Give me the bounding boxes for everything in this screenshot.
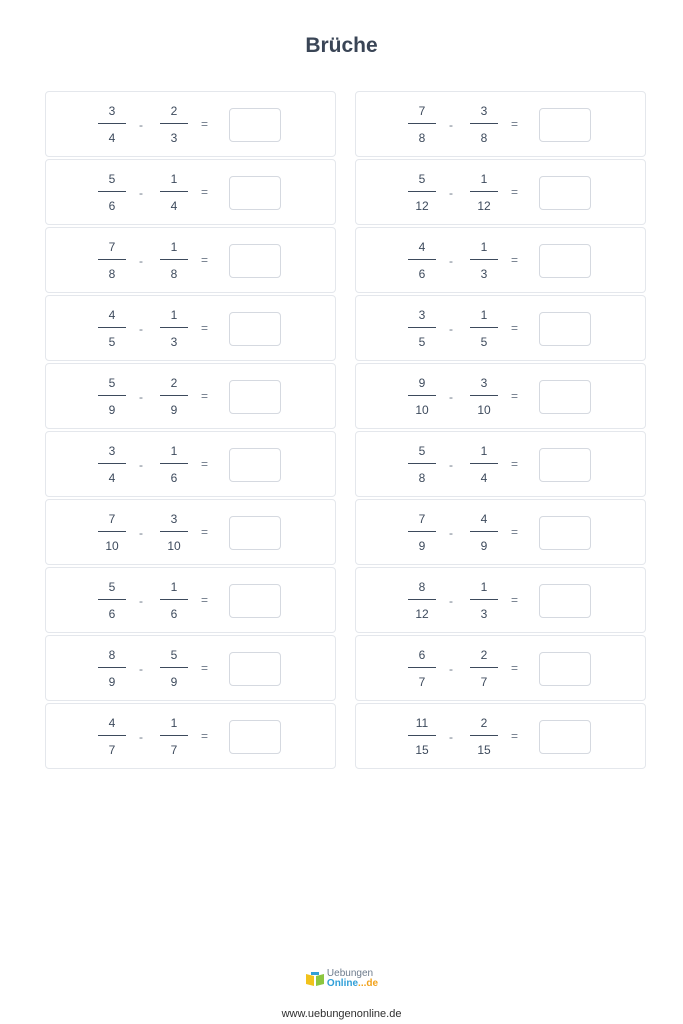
fraction-bar bbox=[160, 531, 188, 532]
fraction-subtrahend bbox=[160, 578, 188, 623]
fraction-expression bbox=[46, 568, 335, 634]
fraction-bar bbox=[160, 395, 188, 396]
exercise-card bbox=[355, 227, 646, 293]
answer-box[interactable] bbox=[229, 516, 281, 550]
fraction-minuend bbox=[408, 306, 436, 351]
fraction-bar bbox=[98, 599, 126, 600]
denominator: 9 bbox=[418, 539, 426, 553]
logo bbox=[0, 966, 683, 992]
numerator: 3 bbox=[480, 104, 488, 118]
logo-text bbox=[327, 969, 378, 989]
footer-url: www.uebungenonline.de bbox=[281, 1008, 402, 1020]
fraction-bar bbox=[160, 463, 188, 464]
fraction-bar bbox=[160, 667, 188, 668]
numerator: 3 bbox=[480, 376, 488, 390]
denominator: 9 bbox=[108, 675, 116, 689]
fraction-bar bbox=[160, 259, 188, 260]
denominator: 5 bbox=[418, 335, 426, 349]
equals-sign: = bbox=[511, 729, 519, 743]
fraction-bar bbox=[160, 123, 188, 124]
fraction-bar bbox=[408, 735, 436, 736]
minus-sign: - bbox=[449, 186, 453, 200]
fraction-bar bbox=[98, 327, 126, 328]
numerator: 7 bbox=[418, 512, 426, 526]
denominator: 10 bbox=[477, 403, 491, 417]
denominator: 4 bbox=[108, 471, 116, 485]
denominator: 12 bbox=[477, 199, 491, 213]
denominator: 6 bbox=[170, 607, 178, 621]
numerator: 8 bbox=[418, 580, 426, 594]
fraction-expression bbox=[46, 296, 335, 362]
fraction-minuend bbox=[98, 170, 126, 215]
denominator: 5 bbox=[480, 335, 488, 349]
fraction-bar bbox=[408, 531, 436, 532]
equals-sign: = bbox=[511, 593, 519, 607]
numerator: 3 bbox=[108, 104, 116, 118]
denominator: 7 bbox=[418, 675, 426, 689]
fraction-subtrahend bbox=[160, 170, 188, 215]
answer-box[interactable] bbox=[229, 584, 281, 618]
fraction-bar bbox=[408, 123, 436, 124]
equals-sign: = bbox=[511, 661, 519, 675]
fraction-subtrahend bbox=[160, 374, 188, 419]
exercise-card bbox=[355, 431, 646, 497]
fraction-expression bbox=[46, 636, 335, 702]
fraction-expression bbox=[356, 636, 645, 702]
fraction-subtrahend bbox=[160, 646, 188, 691]
denominator: 15 bbox=[477, 743, 491, 757]
equals-sign: = bbox=[511, 525, 519, 539]
denominator: 5 bbox=[108, 335, 116, 349]
fraction-minuend bbox=[408, 238, 436, 283]
numerator: 5 bbox=[418, 172, 426, 186]
equals-sign: = bbox=[201, 661, 209, 675]
denominator: 3 bbox=[480, 267, 488, 281]
numerator: 8 bbox=[108, 648, 116, 662]
fraction-bar bbox=[98, 735, 126, 736]
numerator: 5 bbox=[108, 376, 116, 390]
minus-sign: - bbox=[449, 254, 453, 268]
fraction-bar bbox=[470, 395, 498, 396]
fraction-minuend bbox=[408, 510, 436, 555]
answer-box[interactable] bbox=[229, 244, 281, 278]
answer-box[interactable] bbox=[539, 720, 591, 754]
logo-line2 bbox=[327, 979, 378, 989]
fraction-expression bbox=[46, 500, 335, 566]
numerator: 1 bbox=[480, 240, 488, 254]
denominator: 8 bbox=[108, 267, 116, 281]
exercise-card bbox=[45, 159, 336, 225]
minus-sign: - bbox=[449, 390, 453, 404]
numerator: 1 bbox=[480, 172, 488, 186]
denominator: 7 bbox=[108, 743, 116, 757]
fraction-bar bbox=[98, 259, 126, 260]
fraction-expression bbox=[356, 500, 645, 566]
fraction-minuend bbox=[408, 714, 436, 759]
fraction-subtrahend bbox=[470, 578, 498, 623]
numerator: 3 bbox=[108, 444, 116, 458]
fraction-subtrahend bbox=[470, 170, 498, 215]
minus-sign: - bbox=[449, 526, 453, 540]
fraction-bar bbox=[408, 191, 436, 192]
denominator: 6 bbox=[108, 199, 116, 213]
denominator: 10 bbox=[105, 539, 119, 553]
answer-box[interactable] bbox=[539, 312, 591, 346]
numerator: 2 bbox=[480, 648, 488, 662]
numerator: 3 bbox=[170, 512, 178, 526]
denominator: 9 bbox=[170, 675, 178, 689]
fraction-expression bbox=[356, 704, 645, 770]
minus-sign: - bbox=[449, 594, 453, 608]
fraction-minuend bbox=[98, 578, 126, 623]
fraction-bar bbox=[98, 395, 126, 396]
fraction-bar bbox=[98, 667, 126, 668]
answer-box[interactable] bbox=[229, 176, 281, 210]
minus-sign: - bbox=[139, 458, 143, 472]
exercise-card bbox=[355, 703, 646, 769]
numerator: 1 bbox=[480, 444, 488, 458]
exercise-card bbox=[45, 91, 336, 157]
equals-sign: = bbox=[201, 253, 209, 267]
fraction-bar bbox=[408, 395, 436, 396]
equals-sign: = bbox=[511, 117, 519, 131]
denominator: 3 bbox=[170, 335, 178, 349]
denominator: 7 bbox=[170, 743, 178, 757]
numerator: 1 bbox=[170, 172, 178, 186]
answer-box[interactable] bbox=[229, 720, 281, 754]
answer-box[interactable] bbox=[229, 108, 281, 142]
fraction-bar bbox=[160, 735, 188, 736]
numerator: 1 bbox=[170, 716, 178, 730]
denominator: 4 bbox=[170, 199, 178, 213]
fraction-bar bbox=[408, 667, 436, 668]
exercise-card bbox=[355, 499, 646, 565]
fraction-bar bbox=[408, 259, 436, 260]
fraction-bar bbox=[470, 667, 498, 668]
denominator: 3 bbox=[170, 131, 178, 145]
denominator: 15 bbox=[415, 743, 429, 757]
numerator: 5 bbox=[108, 172, 116, 186]
fraction-expression bbox=[46, 160, 335, 226]
numerator: 1 bbox=[170, 580, 178, 594]
fraction-minuend bbox=[98, 306, 126, 351]
fraction-bar bbox=[470, 599, 498, 600]
denominator: 7 bbox=[480, 675, 488, 689]
fraction-subtrahend bbox=[160, 714, 188, 759]
page-title: Brüche bbox=[305, 34, 378, 57]
exercise-card bbox=[45, 363, 336, 429]
answer-box[interactable] bbox=[539, 516, 591, 550]
fraction-bar bbox=[98, 463, 126, 464]
logo-line1: Uebungen bbox=[326, 968, 374, 979]
answer-box[interactable] bbox=[229, 652, 281, 686]
denominator: 9 bbox=[170, 403, 178, 417]
minus-sign: - bbox=[139, 118, 143, 132]
minus-sign: - bbox=[139, 662, 143, 676]
answer-box[interactable] bbox=[539, 448, 591, 482]
fraction-bar bbox=[408, 327, 436, 328]
fraction-subtrahend bbox=[470, 306, 498, 351]
denominator: 8 bbox=[418, 471, 426, 485]
denominator: 10 bbox=[415, 403, 429, 417]
exercise-card bbox=[355, 567, 646, 633]
fraction-subtrahend bbox=[470, 646, 498, 691]
fraction-bar bbox=[470, 259, 498, 260]
numerator: 1 bbox=[170, 240, 178, 254]
answer-box[interactable] bbox=[229, 448, 281, 482]
fraction-minuend bbox=[98, 102, 126, 147]
minus-sign: - bbox=[139, 730, 143, 744]
fraction-subtrahend bbox=[160, 238, 188, 283]
answer-box[interactable] bbox=[539, 176, 591, 210]
numerator: 1 bbox=[480, 308, 488, 322]
fraction-expression bbox=[356, 568, 645, 634]
answer-box[interactable] bbox=[539, 584, 591, 618]
numerator: 4 bbox=[108, 308, 116, 322]
exercise-card bbox=[45, 295, 336, 361]
minus-sign: - bbox=[139, 390, 143, 404]
fraction-subtrahend bbox=[160, 442, 188, 487]
fraction-minuend bbox=[98, 646, 126, 691]
minus-sign: - bbox=[139, 594, 143, 608]
logo-line2-suffix: ...de bbox=[358, 978, 379, 989]
numerator: 4 bbox=[108, 716, 116, 730]
answer-box[interactable] bbox=[229, 312, 281, 346]
minus-sign: - bbox=[449, 118, 453, 132]
denominator: 4 bbox=[108, 131, 116, 145]
denominator: 3 bbox=[480, 607, 488, 621]
answer-box[interactable] bbox=[539, 652, 591, 686]
exercise-card bbox=[355, 91, 646, 157]
fraction-bar bbox=[98, 191, 126, 192]
fraction-subtrahend bbox=[470, 714, 498, 759]
equals-sign: = bbox=[201, 117, 209, 131]
exercise-grid bbox=[45, 91, 646, 769]
numerator: 1 bbox=[170, 308, 178, 322]
numerator: 5 bbox=[418, 444, 426, 458]
equals-sign: = bbox=[511, 185, 519, 199]
fraction-minuend bbox=[98, 442, 126, 487]
equals-sign: = bbox=[201, 525, 209, 539]
numerator: 6 bbox=[418, 648, 426, 662]
fraction-expression bbox=[356, 432, 645, 498]
numerator: 2 bbox=[170, 104, 178, 118]
fraction-subtrahend bbox=[470, 510, 498, 555]
fraction-subtrahend bbox=[470, 238, 498, 283]
denominator: 8 bbox=[170, 267, 178, 281]
numerator: 11 bbox=[415, 716, 429, 730]
exercise-card bbox=[45, 703, 336, 769]
exercise-card bbox=[45, 431, 336, 497]
fraction-minuend bbox=[408, 442, 436, 487]
minus-sign: - bbox=[139, 526, 143, 540]
minus-sign: - bbox=[139, 322, 143, 336]
exercise-card bbox=[45, 499, 336, 565]
open-book-icon bbox=[305, 970, 325, 988]
fraction-expression bbox=[46, 92, 335, 158]
fraction-expression bbox=[356, 92, 645, 158]
equals-sign: = bbox=[201, 185, 209, 199]
fraction-minuend bbox=[408, 578, 436, 623]
fraction-bar bbox=[470, 531, 498, 532]
fraction-minuend bbox=[408, 374, 436, 419]
fraction-subtrahend bbox=[470, 442, 498, 487]
denominator: 6 bbox=[108, 607, 116, 621]
equals-sign: = bbox=[201, 729, 209, 743]
exercise-card bbox=[45, 567, 336, 633]
denominator: 12 bbox=[415, 199, 429, 213]
equals-sign: = bbox=[511, 321, 519, 335]
fraction-minuend bbox=[98, 374, 126, 419]
fraction-subtrahend bbox=[470, 374, 498, 419]
fraction-subtrahend bbox=[470, 102, 498, 147]
fraction-expression bbox=[46, 432, 335, 498]
fraction-subtrahend bbox=[160, 102, 188, 147]
numerator: 7 bbox=[108, 240, 116, 254]
fraction-minuend bbox=[98, 238, 126, 283]
fraction-expression bbox=[46, 704, 335, 770]
fraction-subtrahend bbox=[160, 306, 188, 351]
numerator: 7 bbox=[418, 104, 426, 118]
equals-sign: = bbox=[201, 457, 209, 471]
fraction-bar bbox=[470, 191, 498, 192]
exercise-card bbox=[45, 227, 336, 293]
fraction-minuend bbox=[98, 510, 126, 555]
exercise-card bbox=[355, 635, 646, 701]
denominator: 4 bbox=[480, 471, 488, 485]
denominator: 6 bbox=[418, 267, 426, 281]
fraction-bar bbox=[408, 599, 436, 600]
logo-line2-main: Online bbox=[326, 978, 359, 989]
fraction-bar bbox=[470, 123, 498, 124]
minus-sign: - bbox=[139, 186, 143, 200]
answer-box[interactable] bbox=[539, 244, 591, 278]
fraction-bar bbox=[160, 599, 188, 600]
denominator: 9 bbox=[108, 403, 116, 417]
equals-sign: = bbox=[511, 253, 519, 267]
denominator: 8 bbox=[418, 131, 426, 145]
numerator: 5 bbox=[108, 580, 116, 594]
numerator: 4 bbox=[418, 240, 426, 254]
fraction-bar bbox=[470, 463, 498, 464]
fraction-bar bbox=[160, 327, 188, 328]
exercise-card bbox=[355, 159, 646, 225]
fraction-minuend bbox=[98, 714, 126, 759]
exercise-card bbox=[355, 363, 646, 429]
numerator: 3 bbox=[418, 308, 426, 322]
fraction-expression bbox=[46, 364, 335, 430]
minus-sign: - bbox=[139, 254, 143, 268]
numerator: 7 bbox=[108, 512, 116, 526]
denominator: 8 bbox=[480, 131, 488, 145]
fraction-minuend bbox=[408, 170, 436, 215]
minus-sign: - bbox=[449, 322, 453, 336]
numerator: 1 bbox=[170, 444, 178, 458]
equals-sign: = bbox=[511, 457, 519, 471]
numerator: 5 bbox=[170, 648, 178, 662]
minus-sign: - bbox=[449, 730, 453, 744]
denominator: 10 bbox=[167, 539, 181, 553]
equals-sign: = bbox=[201, 389, 209, 403]
minus-sign: - bbox=[449, 458, 453, 472]
denominator: 9 bbox=[480, 539, 488, 553]
fraction-bar bbox=[98, 123, 126, 124]
numerator: 2 bbox=[480, 716, 488, 730]
fraction-bar bbox=[98, 531, 126, 532]
fraction-expression bbox=[356, 228, 645, 294]
exercise-card bbox=[45, 635, 336, 701]
denominator: 12 bbox=[415, 607, 429, 621]
denominator: 6 bbox=[170, 471, 178, 485]
equals-sign: = bbox=[201, 321, 209, 335]
equals-sign: = bbox=[511, 389, 519, 403]
answer-box[interactable] bbox=[539, 380, 591, 414]
fraction-bar bbox=[408, 463, 436, 464]
answer-box[interactable] bbox=[229, 380, 281, 414]
equals-sign: = bbox=[201, 593, 209, 607]
answer-box[interactable] bbox=[539, 108, 591, 142]
fraction-expression bbox=[356, 160, 645, 226]
numerator: 4 bbox=[480, 512, 488, 526]
minus-sign: - bbox=[449, 662, 453, 676]
fraction-bar bbox=[470, 327, 498, 328]
fraction-bar bbox=[470, 735, 498, 736]
fraction-bar bbox=[160, 191, 188, 192]
numerator: 2 bbox=[170, 376, 178, 390]
fraction-expression bbox=[46, 228, 335, 294]
fraction-minuend bbox=[408, 102, 436, 147]
numerator: 1 bbox=[480, 580, 488, 594]
exercise-card bbox=[355, 295, 646, 361]
fraction-minuend bbox=[408, 646, 436, 691]
fraction-expression bbox=[356, 296, 645, 362]
numerator: 9 bbox=[418, 376, 426, 390]
fraction-subtrahend bbox=[160, 510, 188, 555]
fraction-expression bbox=[356, 364, 645, 430]
